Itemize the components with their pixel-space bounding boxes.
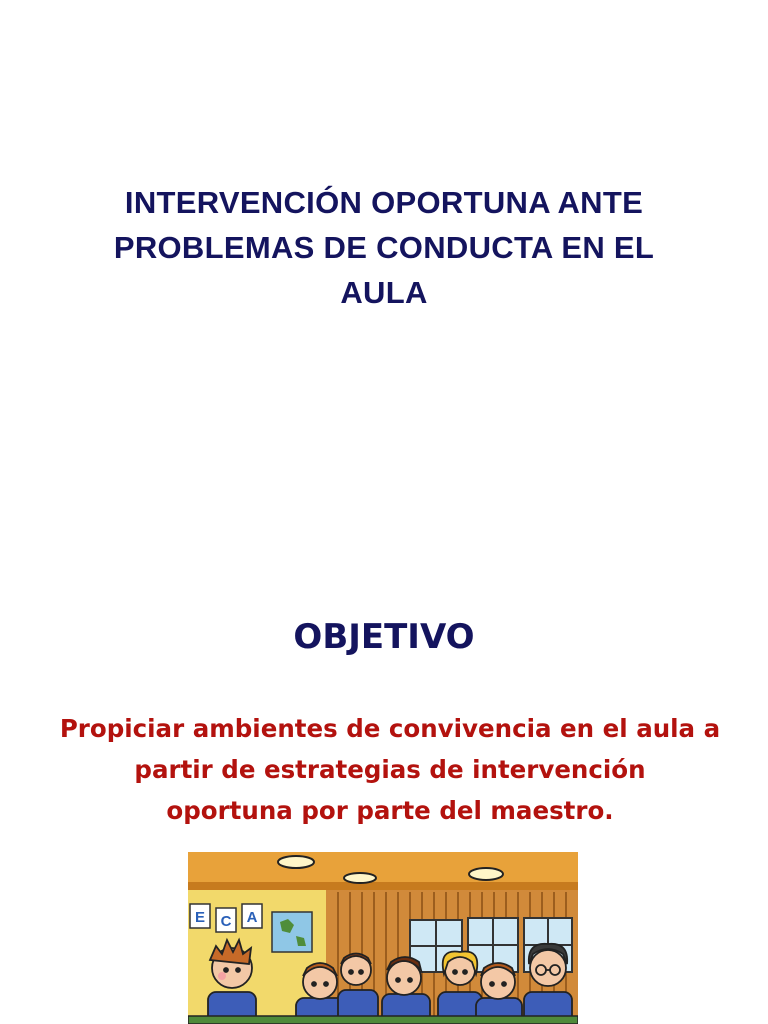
objective-line-2: partir de estrategias de intervención: [134, 755, 646, 784]
ceiling-light-icon: [469, 868, 503, 880]
objective-line-1: Propiciar ambientes de convivencia en el aula a: [59, 714, 721, 743]
classroom-illustration: [188, 852, 578, 1024]
objective-line-3: oportuna por parte del maestro.: [166, 796, 614, 825]
title-line-3: AULA: [340, 275, 428, 310]
ceiling-light-icon: [278, 856, 314, 868]
title-line-2: PROBLEMAS DE CONDUCTA EN EL: [113, 230, 655, 265]
classroom-desk: [188, 1016, 578, 1024]
ceiling-light-icon: [344, 873, 376, 883]
wall-letter: E: [194, 909, 206, 926]
objective-text: [40, 708, 740, 831]
document-title: [60, 180, 708, 315]
title-line-1: INTERVENCIÓN OPORTUNA ANTE: [124, 185, 644, 220]
wall-letter: A: [246, 909, 258, 926]
wall-letter: C: [220, 913, 232, 930]
objective-heading: OBJETIVO: [293, 617, 475, 657]
